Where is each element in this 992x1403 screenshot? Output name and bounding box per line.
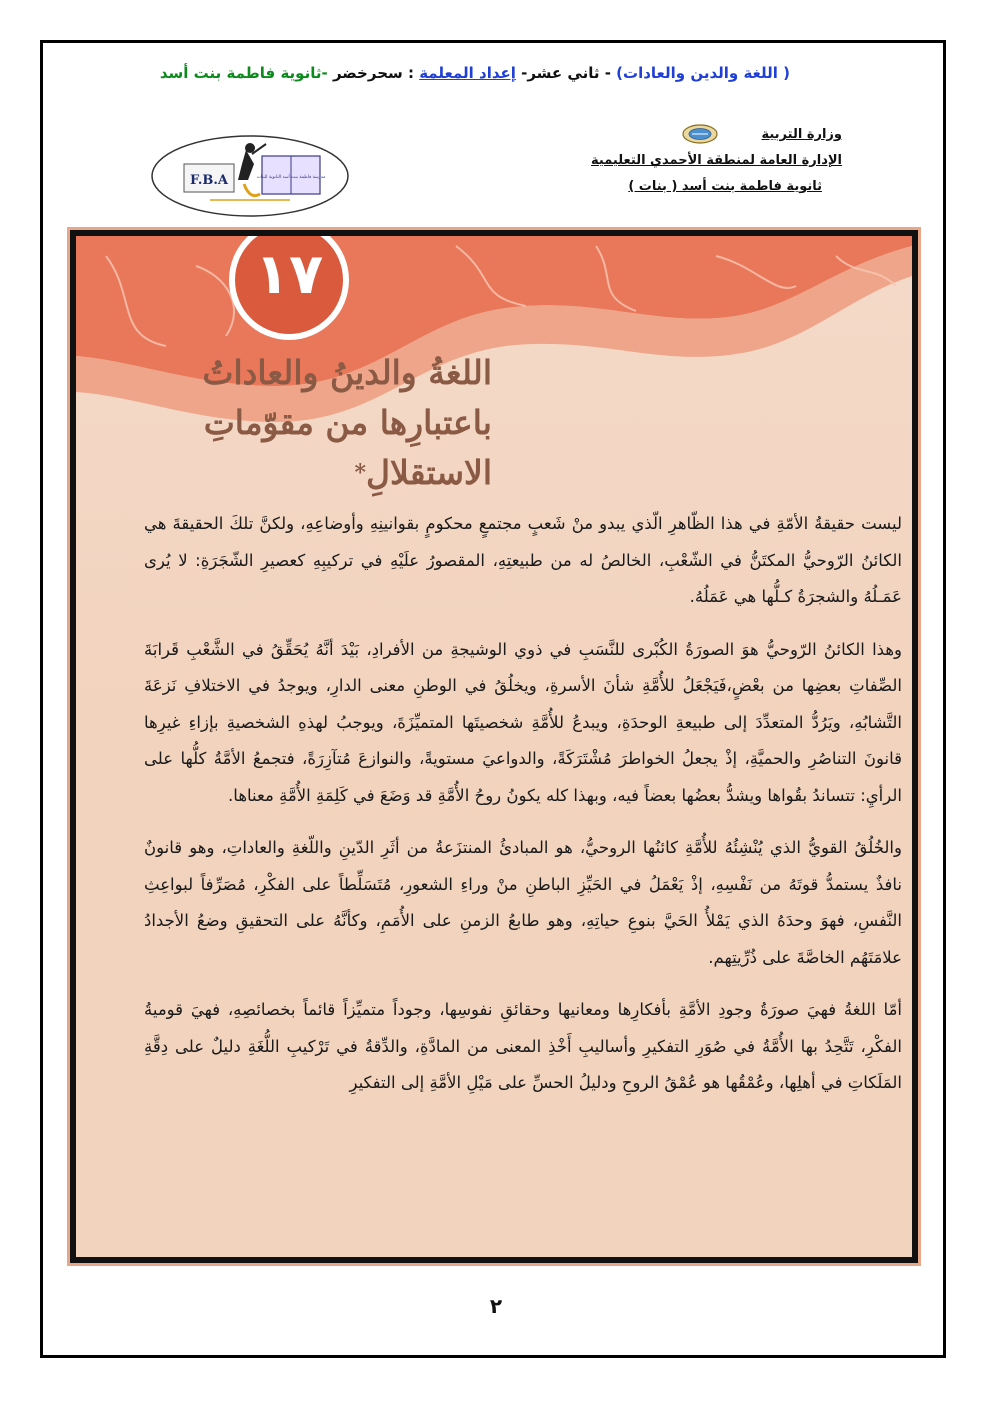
ministry-name: وزارة التربية [761, 127, 842, 142]
paragraph-2: وهذا الكائنُ الرّوحيُّ هوَ الصورَةُ الكُبْرى للنَّسَبِ في ذوي الوشيجةِ من الأفرادِ، بَيْدَ أنَّهُ يُحَقِّقُ في الشَّعْبِ قَرابَةَ الصِّفاتِ بعضِها من بعْضٍ،فَيَجْعَلُ للأُمَّةِ شأنَ الأسرةِ، ويخلُقُ في الوطنِ معنى الدارِ، ويوجدُ في الاختلافِ نَزعَةَ التَّشابُهِ، ويَرُدُّ المتعدِّدَ إلى طبيعةِ الوحدَةِ، ويبدعُ للأُمَّةِ شخصيتَها المتميِّزَةَ، ويوجبُ لهذهِ الشخصيةِ بإزاءِ غيرِها قانونَ التناصُرِ والحميَّةِ، إذْ يجعلُ الخواطرَ مُشْتَرَكَةً، والدواعيَ مستويةً، والنوازعَ مُتآزِرَةً، فتجمعُ الأمَّةُ كلُّها على الرأيِ: تتساندُ بقُواها ويشدُّ بعضُها بعضاً فيه، وبهذا كله يكونُ روحُ الأُمَّةِ قد وَضَعَ في كَلِمَةِ الأُمَّةِ معناها. [144, 639, 902, 805]
logo-initials: F.B.A [189, 173, 229, 188]
header-grade: - ثاني عشر- [515, 64, 617, 82]
paragraph-3: والخُلُقُ القويُّ الذي يُنْشِئُهُ للأُمَّةِ كائنُها الروحيُّ، هو المبادئُ المنتزَعةُ من أثَرِ الدّينِ واللّغةِ والعاداتِ، وهو قانونٌ نافذٌ يستمدُّ قوتَهُ من نَفْسِهِ، إذْ يَعْمَلُ في الحَيِّزِ الباطنِ منْ وراءِ الشعورِ، مُتَسَلِّطاً على الفكْرِ، مُصَرِّفاً لبواعِثِ النَّفسِ، فهوَ وحدَهُ الذي يَمْلأُ الحَيَّ بنوعِ حياتِهِ، وهو طابعُ الزمنِ على الأُمَمِ، وكأنَّهُ على التحقيقِ وضعُ الأجدادُ علامَتَهُم الخاصَّةَ على ذُرِّيتِهم. [144, 838, 902, 967]
lesson-title-line2-wrap [92, 398, 492, 498]
textbook-page-photo [70, 230, 918, 1263]
header-subject: ( اللغة والدين والعادات) [616, 64, 790, 82]
paragraph-1: ليست حقيقةُ الأمّةِ في هذا الظّاهرِ الّذي يبدو منْ شَعبٍ مجتمعٍ محكومٍ بقوانينِهِ وأوضاعِهِ، ولكنَّ تلكَ الحقيقةَ هي الكائنُ الرّوحيُّ المكتَنُّ في الشّعْبِ، الخالصُ له من طبيعتِهِ، المقصورُ علَيْهِ في تركيبِهِ كعصيرِ الشّجَرَةِ: لا يُرى عَمَـلُهُ والشجرَةُ كـلُّها هي عَمَلُهُ. [144, 514, 902, 606]
header-teacher: : سحرخضر [327, 64, 420, 82]
lesson-title [92, 348, 492, 498]
logo-arabic-text: مدرسة فاطمة بنت أسد الثانوية للبنات [256, 175, 326, 180]
district-name: الإدارة العامة لمنطقة الأحمدي التعليمية [591, 153, 842, 168]
page-number: ٢ [489, 1294, 503, 1318]
title-asterisk: * [354, 460, 367, 486]
lesson-title-line2: باعتبارِها من مقوّماتِ الاستقلالِ [203, 403, 492, 492]
document-header [90, 64, 790, 90]
paragraph-4: أمّا اللغةُ فهيَ صورَةُ وجودِ الأمَّةِ بأفكارِها ومعانيها وحقائقِ نفوسِها، وجوداً متميِّزاً قائماً بخصائصِهِ، فهيَ قوميةُ الفكْرِ، تَتَّحِدُ بها الأُمَّةُ في صُوَرِ التفكيرِ وأساليبِ أَخْذِ المعنى من المادَّةِ، والدِّقةُ في تَرْكيبِ اللُّغَةِ دليلٌ على دِقَّةِ المَلَكاتِ في أهلِها، وعُمْقُها هو عُمْقُ الروحِ ودليلُ الحسِّ على مَيْلِ الأمَّةِ إلى التفكيرِ [144, 1000, 902, 1092]
header-school: -ثانوية فاطمة بنت أسد [159, 64, 328, 82]
header-prepared-by: إعداد المعلمة [419, 64, 516, 82]
lesson-number: ١٧ [254, 242, 324, 307]
school-logo [150, 134, 350, 218]
lesson-body [144, 506, 902, 1118]
school-info [542, 122, 842, 200]
school-name: ثانوية فاطمة بنت أسد ( بنات ) [628, 179, 822, 194]
lesson-title-line1: اللغةُ والدينُ والعاداتُ [202, 353, 492, 392]
